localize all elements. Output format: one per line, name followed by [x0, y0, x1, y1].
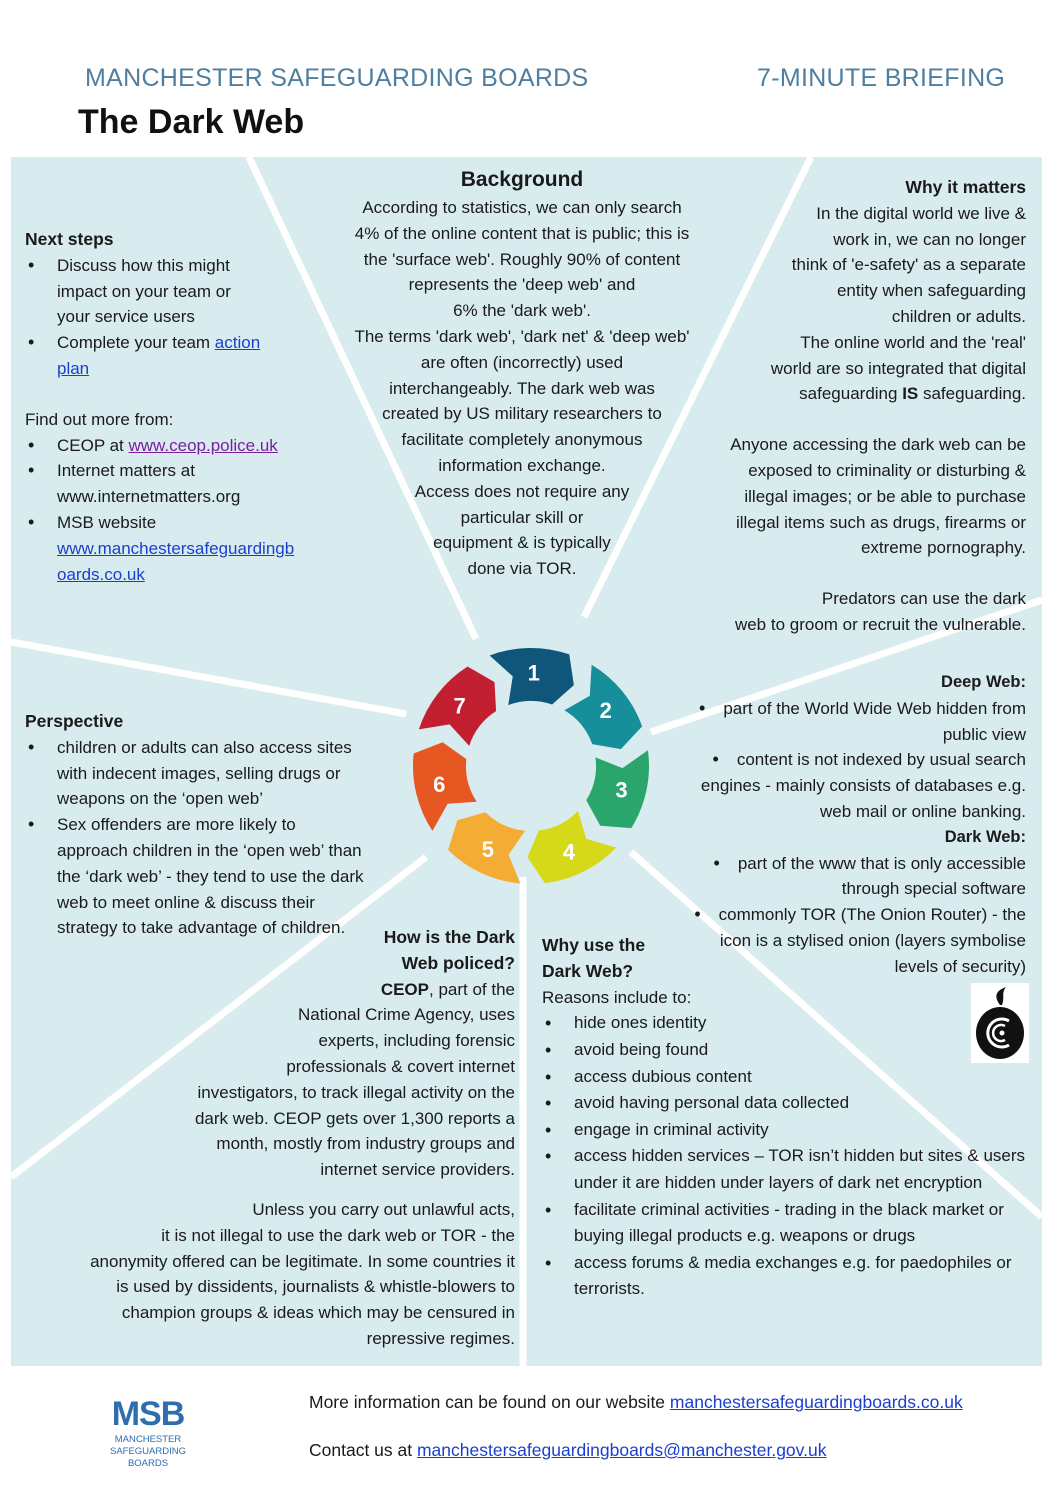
background-line: facilitate completely anonymous	[401, 430, 643, 450]
cycle-label-6: 6	[433, 772, 446, 798]
why-it-matters-line: In the digital world we live &	[816, 203, 1026, 223]
why-it-matters-line: The online world and the 'real'	[800, 332, 1026, 352]
footer-contact: Contact us at manchestersafeguardingboards@manchester.gov.uk	[309, 1440, 827, 1460]
why-it-matters-para-3	[651, 586, 1026, 638]
policing-heading-line-1: How is the Dark	[383, 927, 515, 947]
cycle-label-7: 7	[453, 693, 466, 719]
background-heading: Background	[460, 168, 584, 191]
website-link[interactable]: manchestersafeguardingboards.co.uk	[669, 1392, 963, 1412]
why-it-matters-line: exposed to criminality or disturbing &	[748, 460, 1026, 480]
background-line: 4% of the online content that is public; this is	[354, 223, 690, 243]
background-line: The terms 'dark web', 'dark net' & 'deep web'	[354, 326, 690, 346]
background-line: particular skill or	[460, 507, 584, 527]
briefing-label: 7-MINUTE BRIEFING	[757, 64, 1006, 92]
background-line: According to statistics, we can only search	[362, 198, 682, 217]
perspective-heading: Perspective	[25, 711, 124, 731]
briefing-panel	[11, 157, 1042, 1366]
why-use-item: • access hidden services – TOR isn’t hidden but sites & users under it are hidden under layers of dark net encryption	[542, 1143, 1032, 1196]
dark-web-heading: Dark Web:	[944, 827, 1026, 846]
why-use-item: • hide ones identity	[542, 1010, 1032, 1037]
seven-step-cycle	[406, 641, 656, 891]
cycle-label-4: 4	[562, 839, 576, 865]
resource-internet-matters: • Internet matters at www.internetmatters.org	[25, 458, 257, 510]
background-line: the 'surface web'. Roughly 90% of content	[363, 249, 681, 269]
logo-text: MANCHESTER SAFEGUARDING BOARDS	[109, 1434, 186, 1469]
org-name: MANCHESTER SAFEGUARDING BOARDS	[85, 64, 589, 92]
perspective-item: • children or adults can also access sites with indecent images, selling drugs or weapons on the ‘open web’	[25, 735, 370, 812]
background-line: Access does not require any	[414, 481, 630, 501]
policing-line: month, mostly from industry groups and	[216, 1134, 515, 1154]
why-it-matters-line: children or adults.	[891, 306, 1026, 326]
msb-website-link[interactable]: www.manchestersafeguardingboards.co.uk	[57, 538, 295, 584]
why-it-matters-line: work in, we can no longer	[833, 229, 1026, 249]
why-it-matters-line: Predators can use the dark	[821, 589, 1026, 609]
email-link[interactable]: manchestersafeguardingboards@manchester.gov.uk	[416, 1440, 827, 1460]
why-use-heading-line-2: Dark Web?	[542, 960, 634, 981]
cycle-label-1: 1	[527, 660, 540, 686]
cycle-label-3: 3	[615, 777, 628, 803]
why-it-matters-para-2	[651, 432, 1026, 561]
policing-para-2	[31, 1197, 515, 1352]
why-use-item: • avoid being found	[542, 1037, 1032, 1064]
policing-para-1	[31, 1002, 515, 1183]
msb-logo	[78, 1395, 218, 1470]
policing-ceop-line: CEOP, part of the	[380, 979, 515, 999]
why-it-matters-line: Anyone accessing the dark web can be	[730, 435, 1026, 455]
next-step-discuss: • Discuss how this might impact on your team or your service users	[25, 253, 257, 330]
deep-web-heading: Deep Web:	[941, 673, 1026, 691]
footer-more-info: More information can be found on our website manchestersafeguardingboards.co.uk	[309, 1392, 963, 1412]
why-it-matters-safeguarding-line: safeguarding IS safeguarding.	[799, 384, 1026, 404]
why-use-item: • access forums & media exchanges e.g. for paedophiles or terrorists.	[542, 1250, 1032, 1303]
policing-line: is used by dissidents, journalists & whistle-blowers to	[116, 1277, 515, 1297]
why-it-matters-line: extreme pornography.	[860, 538, 1026, 558]
dark-web-item: • commonly TOR (The Onion Router) - the icon is a stylised onion (layers symbolise levels of security)	[679, 902, 1026, 979]
cycle-label-2: 2	[599, 697, 612, 723]
next-step-action-plan: • Complete your team action plan	[25, 330, 287, 382]
background-line: created by US military researchers to	[382, 404, 662, 424]
why-use-list	[542, 1010, 1032, 1303]
policing-line: investigators, to track illegal activity on the	[197, 1082, 515, 1102]
policing-heading-line-2: Web policed?	[401, 952, 515, 973]
why-it-matters-line: illegal images; or be able to purchase	[744, 486, 1026, 506]
why-use-intro: Reasons include to:	[542, 987, 692, 1007]
next-steps-section	[25, 227, 325, 587]
background-line: done via TOR.	[467, 559, 577, 579]
resource-msb: • MSB website www.manchestersafeguardingboards.co.uk	[25, 510, 325, 587]
why-use-heading-line-1: Why use the	[542, 935, 646, 955]
background-line: information exchange.	[438, 455, 606, 475]
why-it-matters-para-1	[651, 201, 1026, 382]
why-use-item: • avoid having personal data collected	[542, 1090, 1032, 1117]
resource-ceop: • CEOP at www.ceop.police.uk	[25, 433, 325, 459]
policing-line: internet service providers.	[320, 1160, 515, 1180]
policing-line: National Crime Agency, uses	[297, 1005, 515, 1025]
background-line: equipment & is typically	[433, 533, 611, 553]
policing-line: champion groups & ideas which may be censured in	[121, 1303, 515, 1323]
policing-line: dark web. CEOP gets over 1,300 reports a	[194, 1108, 515, 1128]
policing-line: repressive regimes.	[366, 1328, 515, 1348]
policing-line: professionals & covert internet	[286, 1056, 515, 1076]
ceop-link[interactable]: www.ceop.police.uk	[128, 435, 278, 455]
why-it-matters-line: entity when safeguarding	[836, 281, 1026, 301]
perspective-item: • Sex offenders are more likely to approach children in the ‘open web’ than the ‘dark web’ - they tend to use the dark web to meet online & discuss their strategy to take advantage of children.	[25, 812, 370, 941]
why-it-matters-heading: Why it matters	[905, 177, 1026, 197]
policing-line: Unless you carry out unlawful acts,	[252, 1199, 515, 1219]
why-it-matters-line: world are so integrated that digital	[770, 358, 1026, 378]
background-line: interchangeably. The dark web was	[389, 378, 655, 398]
background-line: represents the 'deep web' and	[408, 275, 636, 295]
why-use-item: • facilitate criminal activities - trading in the black market or buying illegal products e.g. weapons or drugs	[542, 1197, 1032, 1250]
find-out-more: Find out more from:	[25, 409, 174, 429]
why-it-matters-line: web to groom or recruit the vulnerable.	[734, 614, 1026, 634]
why-use-item: • access dubious content	[542, 1064, 1032, 1091]
why-it-matters-line: think of 'e-safety' as a separate	[791, 255, 1026, 275]
policing-section	[31, 925, 515, 1352]
why-use-item: • engage in criminal activity	[542, 1117, 1032, 1144]
perspective-section	[25, 709, 370, 941]
deep-web-item: • content is not indexed by usual search engines - mainly consists of databases e.g. web mail or online banking.	[679, 747, 1026, 824]
policing-line: it is not illegal to use the dark web or TOR - the	[161, 1225, 515, 1245]
logo-mark: MSB	[111, 1395, 185, 1433]
next-steps-heading: Next steps	[25, 229, 114, 249]
background-line: are often (incorrectly) used	[420, 352, 624, 372]
why-it-matters-section	[651, 175, 1026, 638]
dark-web-item: • part of the www that is only accessible through special software	[679, 851, 1026, 903]
why-use-section	[542, 933, 1032, 1303]
deep-web-item: • part of the World Wide Web hidden from public view	[679, 696, 1026, 748]
why-it-matters-line: illegal items such as drugs, firearms or	[735, 512, 1026, 532]
action-plan-link[interactable]: action plan	[57, 333, 261, 378]
background-line: 6% the 'dark web'.	[453, 301, 591, 321]
policing-line: anonymity offered can be legitimate. In some countries it	[90, 1251, 515, 1271]
page-title: The Dark Web	[78, 103, 305, 141]
cycle-label-5: 5	[481, 836, 495, 862]
policing-line: experts, including forensic	[318, 1031, 515, 1051]
